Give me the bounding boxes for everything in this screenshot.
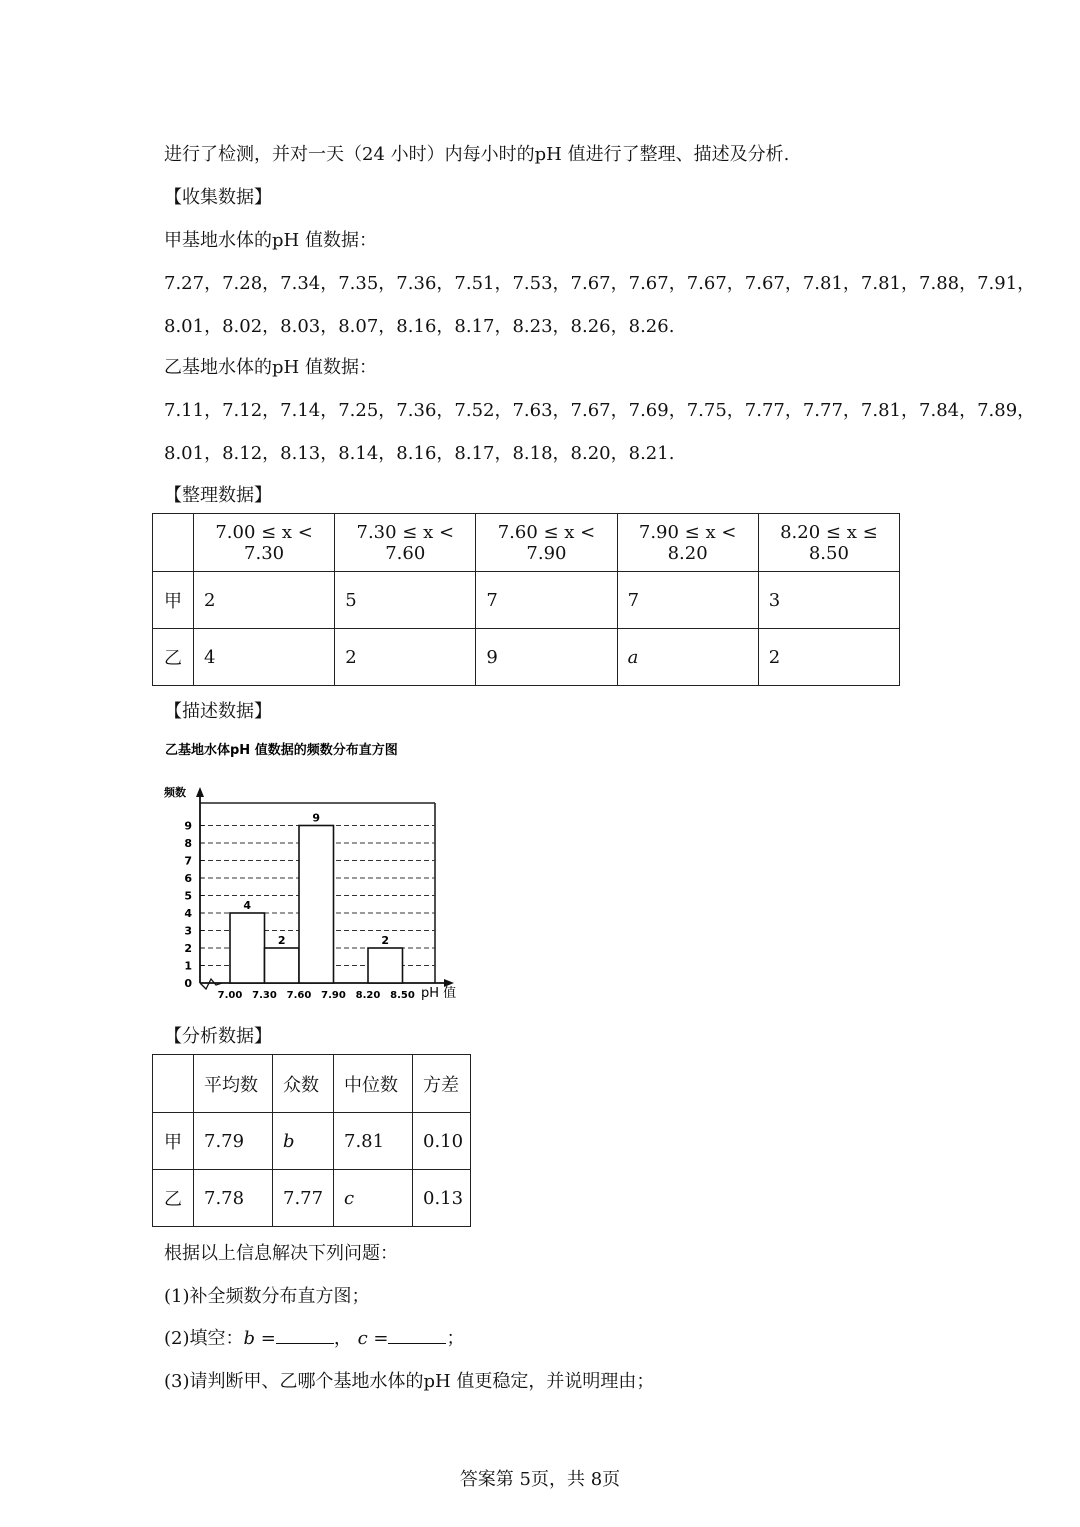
jia-data-line-1: 7.27，7.28，7.34，7.35，7.36，7.51，7.53，7.67，7.67，7.67，7.67，7.81，7.81，7.88，7.91， [164,273,1036,294]
table-cell: 7.78 [194,1170,273,1227]
y-tick-label: 5 [184,889,192,903]
yi-data-line-1: 7.11，7.12，7.14，7.25，7.36，7.52，7.63，7.67，7.69，7.75，7.77，7.77，7.81，7.84，7.89， [164,400,1036,421]
table-cell: 9 [476,629,617,686]
stats-header-row [153,1055,471,1113]
histogram-bar [299,826,334,984]
yi-data-label: 乙基地水体的pH 值数据： [164,357,377,378]
table-cell: 4 [194,629,335,686]
stats-header-mean: 平均数 [194,1055,273,1113]
row-label: 乙 [153,629,194,686]
table-header-cell: 7.30 ≤ x < 7.60 [335,514,476,572]
y-tick-label: 8 [184,837,192,850]
x-tick-label: 7.30 [252,990,277,1001]
table-row-yi [153,629,900,686]
table-cell: 7.79 [194,1113,273,1170]
x-tick-label: 7.00 [217,990,243,1001]
table-cell: 2 [758,629,899,686]
q2-c-label: c = [357,1328,389,1349]
y-tick-label: 2 [184,942,192,955]
y-axis-label: 频数 [164,786,186,799]
y-tick-label: 6 [184,872,192,885]
stats-row-jia [153,1113,471,1170]
stats-row-yi [153,1170,471,1227]
jia-data-line-2: 8.01，8.02，8.03，8.07，8.16，8.17，8.23，8.26，8.26. [164,316,675,337]
y-tick-label: 4 [184,907,192,920]
x-tick-label: 8.20 [355,990,381,1001]
y-tick-label: 3 [184,924,192,938]
table-cell-unknown-b: b [273,1113,334,1170]
table-header-cell: 8.20 ≤ x ≤ 8.50 [758,514,899,572]
table-header-cell: 7.00 ≤ x < 7.30 [194,514,335,572]
table-row-jia [153,572,900,629]
section-collect-heading: 【收集数据】 [164,187,272,208]
bar-value-label: 2 [381,934,390,947]
table-header-row [153,514,900,572]
histogram-bar [368,948,403,983]
axis-break-mark [200,979,222,989]
y-tick-label: 9 [184,819,192,833]
row-label: 乙 [153,1170,194,1227]
table-cell-unknown-a: a [617,629,758,686]
page-footer: 答案第 5页，共 8页 [459,1469,621,1490]
section-organize-heading: 【整理数据】 [164,485,272,506]
row-label: 甲 [153,1113,194,1170]
section-analyze-heading: 【分析数据】 [164,1026,272,1047]
table-cell: 0.10 [413,1113,471,1170]
jia-data-label: 甲基地水体的pH 值数据： [164,230,377,251]
x-tick-label: 8.50 [390,990,415,1001]
section-describe-heading: 【描述数据】 [164,701,272,722]
question-3: (3)请判断甲、乙哪个基地水体的pH 值更稳定，并说明理由； [164,1371,655,1392]
q2-separator: ， [333,1328,352,1349]
q2-b-label: b = [243,1328,276,1349]
frequency-table [152,513,900,686]
table-corner-cell [153,1055,194,1113]
x-tick-label: 7.90 [321,990,346,1001]
table-cell: 2 [335,629,476,686]
histogram-chart [160,735,480,1005]
y-axis-arrow [196,787,204,797]
table-cell: 7.77 [273,1170,334,1227]
q2-prefix: (2)填空： [164,1328,244,1349]
table-header-cell: 7.60 ≤ x < 7.90 [476,514,617,572]
y-tick-label: 7 [184,854,192,868]
bar-value-label: 2 [277,934,286,947]
x-tick-label: 7.60 [286,990,312,1001]
question-1: (1)补全频数分布直方图； [164,1286,370,1307]
intro-text: 进行了检测，并对一天（24 小时）内每小时的pH 值进行了整理、描述及分析. [164,144,790,165]
yi-data-line-2: 8.01，8.12，8.13，8.14，8.16，8.17，8.18，8.20，8.21. [164,443,675,464]
q2-end: ； [446,1328,465,1349]
table-cell: 3 [758,572,899,629]
question-2 [164,1324,464,1350]
table-cell: 5 [335,572,476,629]
x-axis-label: pH 值 [421,986,457,1001]
table-cell: 2 [194,572,335,629]
row-label: 甲 [153,572,194,629]
histogram-bar [265,948,300,983]
y-tick-label: 1 [184,959,192,973]
table-cell: 7 [617,572,758,629]
table-cell: 7 [476,572,617,629]
table-header-cell: 7.90 ≤ x < 8.20 [617,514,758,572]
bar-value-label: 9 [312,811,321,825]
answer-blank-b[interactable] [276,1327,334,1344]
stats-header-median: 中位数 [334,1055,413,1113]
bar-value-label: 4 [243,899,252,912]
y-tick-label: 0 [184,977,192,990]
question-intro: 根据以上信息解决下列问题： [164,1243,398,1264]
table-cell: 7.81 [334,1113,413,1170]
table-cell: 0.13 [413,1170,471,1227]
answer-blank-c[interactable] [388,1327,446,1344]
histogram-bar [230,913,265,983]
stats-header-variance: 方差 [413,1055,471,1113]
table-cell-unknown-c: c [334,1170,413,1227]
table-corner-cell [153,514,194,572]
stats-table [152,1054,471,1227]
stats-header-mode: 众数 [273,1055,334,1113]
chart-title: 乙基地水体pH 值数据的频数分布直方图 [165,743,398,758]
